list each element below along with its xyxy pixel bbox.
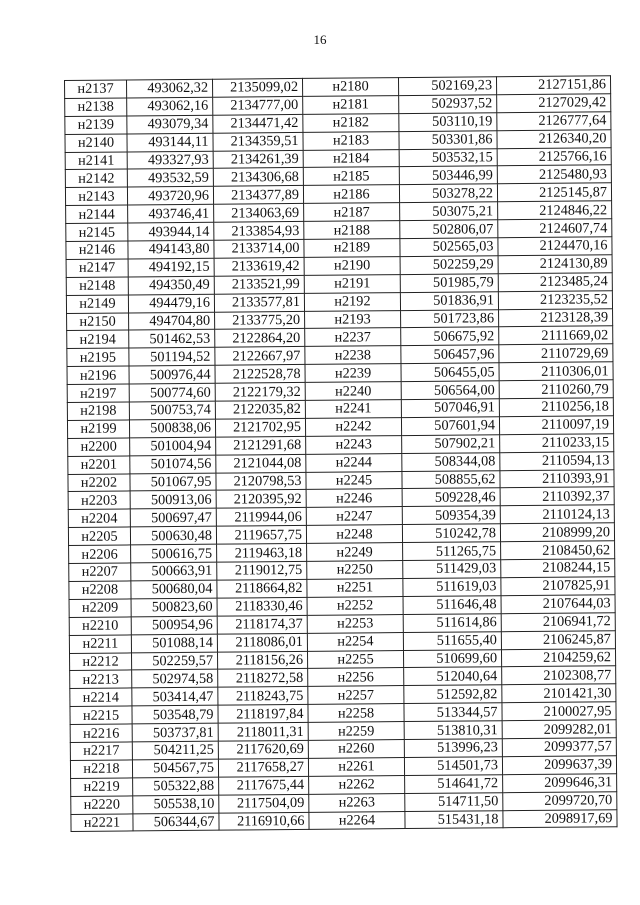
x-coordinate-left-cell: 493144,11 bbox=[127, 133, 213, 152]
y-coordinate-right-cell: 2124607,74 bbox=[498, 219, 612, 238]
y-coordinate-left-cell: 2117675,44 bbox=[219, 776, 309, 795]
point-id-right-cell: н2248 bbox=[306, 525, 402, 544]
x-coordinate-right-cell: 506675,92 bbox=[401, 327, 499, 346]
point-id-right-cell: н2242 bbox=[305, 417, 401, 436]
y-coordinate-right-cell: 2124470,16 bbox=[498, 237, 612, 256]
x-coordinate-left-cell: 504211,25 bbox=[132, 741, 218, 760]
point-id-left-cell: н2200 bbox=[68, 438, 130, 456]
y-coordinate-right-cell: 2101421,30 bbox=[502, 684, 616, 703]
y-coordinate-right-cell: 2126777,64 bbox=[497, 112, 611, 131]
x-coordinate-left-cell: 500954,96 bbox=[131, 616, 217, 635]
point-id-left-cell: н2146 bbox=[66, 241, 128, 259]
x-coordinate-right-cell: 502259,29 bbox=[400, 256, 498, 275]
page-number: 16 bbox=[313, 32, 327, 47]
x-coordinate-left-cell: 506344,67 bbox=[133, 813, 219, 832]
x-coordinate-right-cell: 503075,21 bbox=[400, 202, 498, 221]
x-coordinate-right-cell: 515431,18 bbox=[405, 810, 503, 829]
point-id-left-cell: н2219 bbox=[71, 778, 133, 796]
x-coordinate-right-cell: 503278,22 bbox=[399, 184, 497, 203]
point-id-left-cell: н2206 bbox=[69, 545, 131, 563]
x-coordinate-left-cell: 500697,47 bbox=[130, 509, 216, 528]
point-id-left-cell: н2140 bbox=[65, 134, 127, 152]
point-id-right-cell: н2245 bbox=[306, 471, 402, 490]
x-coordinate-right-cell: 510242,78 bbox=[402, 524, 500, 543]
x-coordinate-right-cell: 509354,39 bbox=[402, 506, 500, 525]
y-coordinate-right-cell: 2124846,22 bbox=[498, 201, 612, 220]
y-coordinate-left-cell: 2118330,46 bbox=[217, 597, 307, 616]
point-id-left-cell: н2195 bbox=[67, 348, 129, 366]
point-id-left-cell: н2220 bbox=[71, 796, 133, 814]
y-coordinate-left-cell: 2119944,06 bbox=[216, 508, 306, 527]
x-coordinate-left-cell: 500616,75 bbox=[131, 544, 217, 563]
point-id-right-cell: н2250 bbox=[307, 561, 403, 580]
x-coordinate-right-cell: 502937,52 bbox=[399, 95, 497, 114]
y-coordinate-left-cell: 2133521,99 bbox=[214, 275, 304, 294]
x-coordinate-left-cell: 501074,56 bbox=[130, 455, 216, 474]
point-id-right-cell: н2238 bbox=[305, 346, 401, 365]
x-coordinate-left-cell: 504567,75 bbox=[132, 759, 218, 778]
y-coordinate-left-cell: 2121291,68 bbox=[216, 436, 306, 455]
x-coordinate-right-cell: 507902,21 bbox=[402, 435, 500, 454]
y-coordinate-right-cell: 2099377,57 bbox=[502, 738, 616, 757]
y-coordinate-right-cell: 2108999,20 bbox=[500, 523, 614, 542]
y-coordinate-right-cell: 2110233,15 bbox=[500, 434, 614, 453]
coordinates-table bbox=[64, 75, 618, 832]
y-coordinate-left-cell: 2134377,89 bbox=[213, 186, 303, 205]
point-id-right-cell: н2259 bbox=[308, 722, 404, 741]
x-coordinate-right-cell: 507046,91 bbox=[401, 399, 499, 418]
point-id-right-cell: н2247 bbox=[306, 507, 402, 526]
y-coordinate-right-cell: 2106245,87 bbox=[501, 630, 615, 649]
y-coordinate-right-cell: 2110729,69 bbox=[499, 344, 613, 363]
y-coordinate-right-cell: 2099646,31 bbox=[503, 773, 617, 792]
point-id-left-cell: н2207 bbox=[69, 563, 131, 581]
point-id-left-cell: н2216 bbox=[70, 724, 132, 742]
x-coordinate-right-cell: 514501,73 bbox=[404, 757, 502, 776]
point-id-left-cell: н2143 bbox=[65, 187, 127, 205]
y-coordinate-left-cell: 2116910,66 bbox=[219, 812, 309, 831]
point-id-right-cell: н2190 bbox=[304, 256, 400, 275]
x-coordinate-right-cell: 508344,08 bbox=[402, 452, 500, 471]
x-coordinate-left-cell: 494479,16 bbox=[128, 294, 214, 313]
point-id-left-cell: н2137 bbox=[65, 80, 127, 98]
x-coordinate-left-cell: 505538,10 bbox=[133, 795, 219, 814]
y-coordinate-right-cell: 2110097,19 bbox=[499, 416, 613, 435]
x-coordinate-left-cell: 500663,91 bbox=[131, 562, 217, 581]
y-coordinate-right-cell: 2107825,91 bbox=[501, 577, 615, 596]
y-coordinate-left-cell: 2134306,68 bbox=[213, 168, 303, 187]
x-coordinate-left-cell: 493062,16 bbox=[127, 97, 213, 116]
y-coordinate-right-cell: 2127151,86 bbox=[496, 76, 610, 95]
y-coordinate-right-cell: 2100027,95 bbox=[502, 702, 616, 721]
point-id-right-cell: н2180 bbox=[302, 78, 398, 97]
point-id-right-cell: н2263 bbox=[309, 793, 405, 812]
point-id-right-cell: н2252 bbox=[307, 596, 403, 615]
point-id-right-cell: н2191 bbox=[304, 274, 400, 293]
point-id-left-cell: н2213 bbox=[70, 670, 132, 688]
x-coordinate-right-cell: 508855,62 bbox=[402, 470, 500, 489]
x-coordinate-right-cell: 511265,75 bbox=[403, 542, 501, 561]
y-coordinate-right-cell: 2110124,13 bbox=[500, 505, 614, 524]
point-id-left-cell: н2144 bbox=[66, 205, 128, 223]
y-coordinate-left-cell: 2118174,37 bbox=[217, 615, 307, 634]
x-coordinate-right-cell: 511614,86 bbox=[403, 613, 501, 632]
x-coordinate-right-cell: 506455,05 bbox=[401, 363, 499, 382]
y-coordinate-left-cell: 2117658,27 bbox=[218, 758, 308, 777]
point-id-right-cell: н2181 bbox=[303, 95, 399, 114]
y-coordinate-left-cell: 2118197,84 bbox=[218, 705, 308, 724]
point-id-right-cell: н2264 bbox=[309, 811, 405, 830]
y-coordinate-left-cell: 2118086,01 bbox=[217, 633, 307, 652]
point-id-right-cell: н2260 bbox=[308, 740, 404, 759]
point-id-right-cell: н2249 bbox=[307, 543, 403, 562]
point-id-left-cell: н2197 bbox=[67, 384, 129, 402]
y-coordinate-left-cell: 2119012,75 bbox=[217, 561, 307, 580]
x-coordinate-left-cell: 500838,06 bbox=[129, 419, 215, 438]
x-coordinate-left-cell: 500913,06 bbox=[130, 491, 216, 510]
point-id-right-cell: н2189 bbox=[304, 239, 400, 258]
x-coordinate-left-cell: 500774,60 bbox=[129, 383, 215, 402]
x-coordinate-left-cell: 493327,93 bbox=[127, 151, 213, 170]
y-coordinate-right-cell: 2125766,16 bbox=[497, 147, 611, 166]
point-id-left-cell: н2205 bbox=[68, 527, 130, 545]
point-id-left-cell: н2149 bbox=[66, 295, 128, 313]
y-coordinate-left-cell: 2122864,20 bbox=[215, 329, 305, 348]
point-id-left-cell: н2211 bbox=[69, 635, 131, 653]
x-coordinate-right-cell: 506564,00 bbox=[401, 381, 499, 400]
point-id-right-cell: н2243 bbox=[306, 435, 402, 454]
point-id-right-cell: н2256 bbox=[308, 668, 404, 687]
y-coordinate-right-cell: 2127029,42 bbox=[497, 94, 611, 113]
y-coordinate-right-cell: 2099637,39 bbox=[502, 756, 616, 775]
y-coordinate-left-cell: 2134063,69 bbox=[214, 204, 304, 223]
x-coordinate-left-cell: 493079,34 bbox=[127, 115, 213, 134]
x-coordinate-left-cell: 494192,15 bbox=[128, 258, 214, 277]
x-coordinate-left-cell: 502974,58 bbox=[132, 670, 218, 689]
y-coordinate-right-cell: 2099720,70 bbox=[503, 791, 617, 810]
point-id-left-cell: н2221 bbox=[71, 813, 133, 831]
point-id-left-cell: н2204 bbox=[68, 509, 130, 527]
x-coordinate-left-cell: 494143,80 bbox=[128, 240, 214, 259]
y-coordinate-left-cell: 2133714,00 bbox=[214, 239, 304, 258]
point-id-right-cell: н2192 bbox=[304, 292, 400, 311]
point-id-left-cell: н2218 bbox=[70, 760, 132, 778]
y-coordinate-left-cell: 2118272,58 bbox=[218, 669, 308, 688]
y-coordinate-left-cell: 2133619,42 bbox=[214, 257, 304, 276]
point-id-right-cell: н2246 bbox=[306, 489, 402, 508]
x-coordinate-left-cell: 493746,41 bbox=[128, 204, 214, 223]
x-coordinate-right-cell: 501836,91 bbox=[400, 291, 498, 310]
y-coordinate-right-cell: 2102308,77 bbox=[502, 666, 616, 685]
y-coordinate-right-cell: 2123128,39 bbox=[499, 308, 613, 327]
x-coordinate-right-cell: 514711,50 bbox=[405, 792, 503, 811]
point-id-right-cell: н2244 bbox=[306, 453, 402, 472]
coordinates-table-body bbox=[65, 76, 618, 832]
y-coordinate-right-cell: 2125480,93 bbox=[497, 165, 611, 184]
point-id-right-cell: н2257 bbox=[308, 686, 404, 705]
x-coordinate-right-cell: 503532,15 bbox=[399, 148, 497, 167]
y-coordinate-left-cell: 2133854,93 bbox=[214, 222, 304, 241]
y-coordinate-left-cell: 2118156,26 bbox=[217, 651, 307, 670]
x-coordinate-right-cell: 514641,72 bbox=[405, 774, 503, 793]
y-coordinate-left-cell: 2119463,18 bbox=[217, 544, 307, 563]
point-id-left-cell: н2198 bbox=[67, 402, 129, 420]
x-coordinate-right-cell: 511655,40 bbox=[403, 631, 501, 650]
point-id-left-cell: н2212 bbox=[70, 652, 132, 670]
y-coordinate-left-cell: 2117620,69 bbox=[218, 740, 308, 759]
x-coordinate-right-cell: 507601,94 bbox=[401, 417, 499, 436]
y-coordinate-right-cell: 2125145,87 bbox=[497, 183, 611, 202]
x-coordinate-left-cell: 501462,53 bbox=[129, 330, 215, 349]
point-id-left-cell: н2199 bbox=[67, 420, 129, 438]
y-coordinate-right-cell: 2123485,24 bbox=[498, 273, 612, 292]
point-id-right-cell: н2186 bbox=[303, 185, 399, 204]
point-id-right-cell: н2185 bbox=[303, 167, 399, 186]
point-id-right-cell: н2188 bbox=[304, 221, 400, 240]
y-coordinate-left-cell: 2121044,08 bbox=[216, 454, 306, 473]
point-id-left-cell: н2150 bbox=[67, 313, 129, 331]
y-coordinate-right-cell: 2124130,89 bbox=[498, 255, 612, 274]
y-coordinate-left-cell: 2133775,20 bbox=[215, 311, 305, 330]
x-coordinate-right-cell: 513344,57 bbox=[404, 703, 502, 722]
x-coordinate-right-cell: 512040,64 bbox=[404, 667, 502, 686]
x-coordinate-right-cell: 513996,23 bbox=[404, 739, 502, 758]
y-coordinate-right-cell: 2098917,69 bbox=[503, 809, 617, 828]
x-coordinate-right-cell: 503301,86 bbox=[399, 130, 497, 149]
y-coordinate-left-cell: 2118011,31 bbox=[218, 722, 308, 741]
x-coordinate-left-cell: 493062,32 bbox=[127, 79, 213, 98]
x-coordinate-left-cell: 503548,79 bbox=[132, 705, 218, 724]
y-coordinate-right-cell: 2110594,13 bbox=[500, 451, 614, 470]
point-id-left-cell: н2215 bbox=[70, 706, 132, 724]
x-coordinate-left-cell: 501004,94 bbox=[130, 437, 216, 456]
y-coordinate-right-cell: 2123235,52 bbox=[498, 290, 612, 309]
x-coordinate-left-cell: 500823,60 bbox=[131, 598, 217, 617]
x-coordinate-left-cell: 503737,81 bbox=[132, 723, 218, 742]
y-coordinate-left-cell: 2120395,92 bbox=[216, 490, 306, 509]
point-id-left-cell: н2209 bbox=[69, 599, 131, 617]
y-coordinate-left-cell: 2122667,97 bbox=[215, 347, 305, 366]
x-coordinate-left-cell: 505322,88 bbox=[133, 777, 219, 796]
y-coordinate-left-cell: 2119657,75 bbox=[216, 526, 306, 545]
point-id-left-cell: н2194 bbox=[67, 330, 129, 348]
y-coordinate-right-cell: 2104259,62 bbox=[501, 648, 615, 667]
x-coordinate-right-cell: 511646,48 bbox=[403, 596, 501, 615]
x-coordinate-right-cell: 501985,79 bbox=[400, 274, 498, 293]
x-coordinate-right-cell: 502169,23 bbox=[398, 77, 496, 96]
y-coordinate-left-cell: 2120798,53 bbox=[216, 472, 306, 491]
y-coordinate-left-cell: 2122528,78 bbox=[215, 365, 305, 384]
y-coordinate-left-cell: 2122179,32 bbox=[215, 383, 305, 402]
x-coordinate-right-cell: 509228,46 bbox=[402, 488, 500, 507]
x-coordinate-left-cell: 502259,57 bbox=[131, 652, 217, 671]
y-coordinate-right-cell: 2108450,62 bbox=[501, 541, 615, 560]
point-id-right-cell: н2254 bbox=[307, 632, 403, 651]
y-coordinate-right-cell: 2110306,01 bbox=[499, 362, 613, 381]
point-id-left-cell: н2148 bbox=[66, 277, 128, 295]
x-coordinate-left-cell: 493720,96 bbox=[127, 187, 213, 206]
point-id-right-cell: н2262 bbox=[309, 775, 405, 794]
y-coordinate-right-cell: 2108244,15 bbox=[501, 559, 615, 578]
point-id-right-cell: н2251 bbox=[307, 578, 403, 597]
y-coordinate-left-cell: 2135099,02 bbox=[212, 78, 302, 97]
y-coordinate-right-cell: 2107644,03 bbox=[501, 595, 615, 614]
x-coordinate-right-cell: 503110,19 bbox=[399, 113, 497, 132]
y-coordinate-left-cell: 2122035,82 bbox=[215, 400, 305, 419]
x-coordinate-left-cell: 501194,52 bbox=[129, 348, 215, 367]
x-coordinate-left-cell: 494350,49 bbox=[128, 276, 214, 295]
point-id-left-cell: н2147 bbox=[66, 259, 128, 277]
x-coordinate-left-cell: 500680,04 bbox=[131, 580, 217, 599]
x-coordinate-right-cell: 502806,07 bbox=[400, 220, 498, 239]
y-coordinate-left-cell: 2134359,51 bbox=[213, 132, 303, 151]
x-coordinate-left-cell: 500753,74 bbox=[129, 401, 215, 420]
point-id-right-cell: н2193 bbox=[305, 310, 401, 329]
point-id-left-cell: н2145 bbox=[66, 223, 128, 241]
point-id-left-cell: н2214 bbox=[70, 688, 132, 706]
y-coordinate-left-cell: 2134261,39 bbox=[213, 150, 303, 169]
y-coordinate-right-cell: 2110392,37 bbox=[500, 487, 614, 506]
y-coordinate-right-cell: 2099282,01 bbox=[502, 720, 616, 739]
point-id-left-cell: н2142 bbox=[65, 169, 127, 187]
y-coordinate-right-cell: 2126340,20 bbox=[497, 129, 611, 148]
point-id-right-cell: н2187 bbox=[304, 203, 400, 222]
point-id-left-cell: н2203 bbox=[68, 491, 130, 509]
point-id-left-cell: н2217 bbox=[70, 742, 132, 760]
y-coordinate-left-cell: 2118664,82 bbox=[217, 579, 307, 598]
y-coordinate-left-cell: 2121702,95 bbox=[215, 418, 305, 437]
point-id-right-cell: н2240 bbox=[305, 382, 401, 401]
point-id-right-cell: н2237 bbox=[305, 328, 401, 347]
point-id-left-cell: н2139 bbox=[65, 116, 127, 134]
x-coordinate-right-cell: 506457,96 bbox=[401, 345, 499, 364]
x-coordinate-right-cell: 512592,82 bbox=[404, 685, 502, 704]
x-coordinate-right-cell: 501723,86 bbox=[401, 309, 499, 328]
x-coordinate-left-cell: 493944,14 bbox=[128, 222, 214, 241]
x-coordinate-right-cell: 511619,03 bbox=[403, 578, 501, 597]
table-row bbox=[71, 809, 617, 832]
x-coordinate-left-cell: 493532,59 bbox=[127, 169, 213, 188]
point-id-right-cell: н2258 bbox=[308, 704, 404, 723]
x-coordinate-left-cell: 500630,48 bbox=[130, 526, 216, 545]
point-id-right-cell: н2241 bbox=[305, 400, 401, 419]
y-coordinate-left-cell: 2117504,09 bbox=[219, 794, 309, 813]
y-coordinate-right-cell: 2111669,02 bbox=[499, 326, 613, 345]
x-coordinate-left-cell: 500976,44 bbox=[129, 365, 215, 384]
y-coordinate-right-cell: 2110256,18 bbox=[499, 398, 613, 417]
point-id-right-cell: н2255 bbox=[307, 650, 403, 669]
point-id-left-cell: н2138 bbox=[65, 98, 127, 116]
x-coordinate-right-cell: 502565,03 bbox=[400, 238, 498, 257]
x-coordinate-left-cell: 501088,14 bbox=[131, 634, 217, 653]
point-id-right-cell: н2261 bbox=[308, 757, 404, 776]
point-id-right-cell: н2239 bbox=[305, 364, 401, 383]
x-coordinate-left-cell: 501067,95 bbox=[130, 473, 216, 492]
point-id-left-cell: н2208 bbox=[69, 581, 131, 599]
point-id-left-cell: н2202 bbox=[68, 474, 130, 492]
point-id-left-cell: н2210 bbox=[69, 617, 131, 635]
y-coordinate-left-cell: 2134777,00 bbox=[213, 96, 303, 115]
x-coordinate-right-cell: 510699,60 bbox=[403, 649, 501, 668]
y-coordinate-right-cell: 2110260,79 bbox=[499, 380, 613, 399]
point-id-left-cell: н2196 bbox=[67, 366, 129, 384]
x-coordinate-right-cell: 503446,99 bbox=[399, 166, 497, 185]
point-id-right-cell: н2183 bbox=[303, 131, 399, 150]
y-coordinate-right-cell: 2106941,72 bbox=[501, 612, 615, 631]
y-coordinate-left-cell: 2134471,42 bbox=[213, 114, 303, 133]
x-coordinate-left-cell: 494704,80 bbox=[129, 312, 215, 331]
point-id-left-cell: н2141 bbox=[65, 152, 127, 170]
point-id-right-cell: н2182 bbox=[303, 113, 399, 132]
point-id-left-cell: н2201 bbox=[68, 456, 130, 474]
x-coordinate-right-cell: 513810,31 bbox=[404, 721, 502, 740]
point-id-right-cell: н2184 bbox=[303, 149, 399, 168]
point-id-right-cell: н2253 bbox=[307, 614, 403, 633]
x-coordinate-right-cell: 511429,03 bbox=[403, 560, 501, 579]
x-coordinate-left-cell: 503414,47 bbox=[132, 687, 218, 706]
y-coordinate-left-cell: 2133577,81 bbox=[214, 293, 304, 312]
y-coordinate-right-cell: 2110393,91 bbox=[500, 469, 614, 488]
y-coordinate-left-cell: 2118243,75 bbox=[218, 687, 308, 706]
